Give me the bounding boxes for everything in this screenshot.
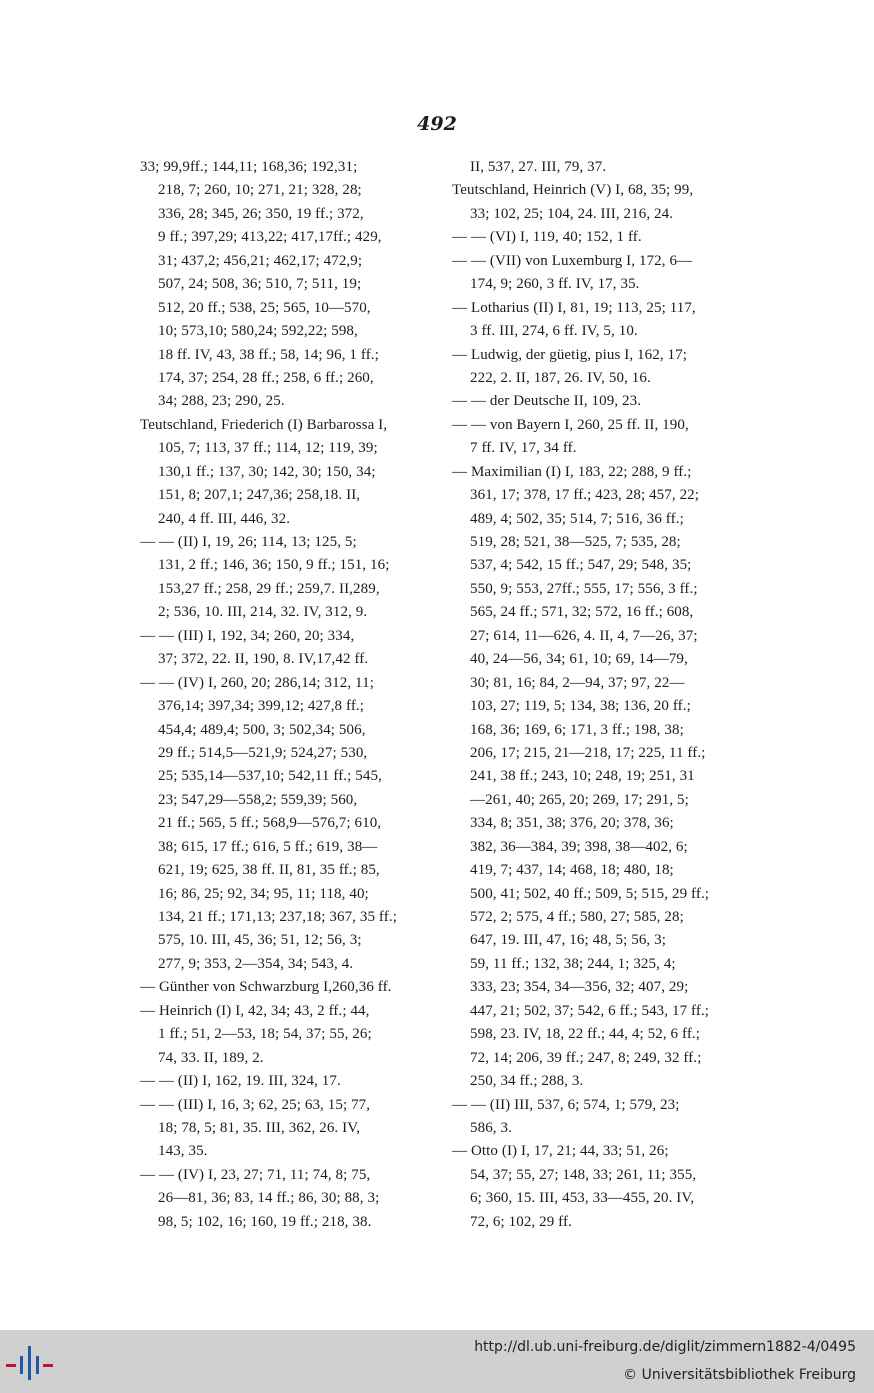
index-entry [140, 156, 430, 414]
index-entry-continuation-line: 16; 86, 25; 92, 34; 95, 11; 118, 40; [158, 885, 369, 902]
index-entry-continuation-line: 74, 33. II, 189, 2. [158, 1049, 264, 1066]
index-entry-continuation-line: 206, 17; 215, 21—218, 17; 225, 11 ff.; [470, 744, 706, 761]
index-entry [452, 1094, 742, 1141]
index-entry-continuation-line: 37; 372, 22. II, 190, 8. IV,17,42 ff. [158, 651, 369, 668]
index-entry-continuation-line: 240, 4 ff. III, 446, 32. [158, 510, 291, 527]
index-entry-continuation-line: 586, 3. [470, 1119, 512, 1136]
index-entry [452, 390, 742, 413]
index-entry-continuation-line: 26—81, 36; 83, 14 ff.; 86, 30; 88, 3; [158, 1190, 380, 1207]
index-entry-continuation-line: 31; 437,2; 456,21; 462,17; 472,9; [158, 252, 363, 269]
copyright-notice: © Universitätsbibliothek Freiburg [623, 1367, 856, 1383]
index-entry-heading-line: — — (II) I, 162, 19. III, 324, 17. [140, 1073, 341, 1090]
index-entry-continuation-line: 134, 21 ff.; 171,13; 237,18; 367, 35 ff.; [158, 909, 397, 925]
index-entry-continuation-line: 537, 4; 542, 15 ff.; 547, 29; 548, 35; [470, 557, 692, 574]
index-entry [452, 226, 742, 249]
index-entry-continuation-line: 168, 36; 169, 6; 171, 3 ff.; 198, 38; [470, 721, 684, 738]
index-entry-continuation-line: 336, 28; 345, 26; 350, 19 ff.; 372, [158, 205, 364, 222]
index-entry [452, 1140, 742, 1234]
index-entry [452, 250, 742, 297]
index-entry-continuation-line: 241, 38 ff.; 243, 10; 248, 19; 251, 31 [470, 768, 695, 785]
index-entry-heading-line: 33; 99,9ff.; 144,11; 168,36; 192,31; [140, 159, 358, 175]
index-entry-continuation-line: 59, 11 ff.; 132, 38; 244, 1; 325, 4; [470, 955, 676, 972]
index-entry-continuation-line: 33; 102, 25; 104, 24. III, 216, 24. [470, 205, 674, 222]
index-entry-heading-line: — — (II) I, 19, 26; 114, 13; 125, 5; [140, 534, 357, 550]
index-entry-heading-line: — Otto (I) I, 17, 21; 44, 33; 51, 26; [452, 1143, 669, 1160]
index-entry-continuation-line: 575, 10. III, 45, 36; 51, 12; 56, 3; [158, 932, 362, 949]
index-entry-continuation-line: 519, 28; 521, 38—525, 7; 535, 28; [470, 534, 681, 550]
index-entry [140, 976, 430, 999]
index-entry [140, 531, 430, 625]
index-entry-continuation-line: 40, 24—56, 34; 61, 10; 69, 14—79, [470, 651, 688, 668]
index-entry [452, 461, 742, 1094]
index-entry-continuation-line: 621, 19; 625, 38 ff. II, 81, 35 ff.; 85, [158, 862, 380, 879]
index-entry-continuation-line: 277, 9; 353, 2—354, 34; 543, 4. [158, 955, 354, 972]
index-entry [140, 1164, 430, 1234]
index-entry-continuation-line: 72, 14; 206, 39 ff.; 247, 8; 249, 32 ff.; [470, 1049, 702, 1066]
index-entry-continuation-line: —261, 40; 265, 20; 269, 17; 291, 5; [470, 791, 689, 808]
index-entry-continuation-line: 21 ff.; 565, 5 ff.; 568,9—576,7; 610, [158, 815, 382, 832]
index-entry-continuation-line: 454,4; 489,4; 500, 3; 502,34; 506, [158, 721, 366, 738]
index-entry-continuation-line: 419, 7; 437, 14; 468, 18; 480, 18; [470, 862, 674, 879]
index-entry [452, 179, 742, 226]
page-number: 492 [417, 113, 457, 135]
index-entry-continuation-line: 10; 573,10; 580,24; 592,22; 598, [158, 323, 358, 340]
index-entry-continuation-line: 598, 23. IV, 18, 22 ff.; 44, 4; 52, 6 ff.; [470, 1026, 701, 1043]
index-entry-continuation-line: 1 ff.; 51, 2—53, 18; 54, 37; 55, 26; [158, 1026, 372, 1043]
index-entry-continuation-line: 25; 535,14—537,10; 542,11 ff.; 545, [158, 768, 382, 785]
index-entry-heading-line: — Ludwig, der güetig, pius I, 162, 17; [452, 346, 688, 363]
index-entry-continuation-line: 153,27 ff.; 258, 29 ff.; 259,7. II,289, [158, 580, 380, 597]
index-entry [452, 297, 742, 344]
index-entry-continuation-line: 222, 2. II, 187, 26. IV, 50, 16. [470, 369, 651, 386]
index-entry-continuation-line: 2; 536, 10. III, 214, 32. IV, 312, 9. [158, 604, 368, 621]
index-entry-continuation-line: 18; 78, 5; 81, 35. III, 362, 26. IV, [158, 1119, 361, 1136]
index-entry-heading-line: — — (VII) von Luxemburg I, 172, 6— [452, 252, 693, 269]
index-entry-heading-line: — Heinrich (I) I, 42, 34; 43, 2 ff.; 44, [140, 1002, 370, 1019]
index-entry [452, 414, 742, 461]
index-entry-continuation-line: 250, 34 ff.; 288, 3. [470, 1073, 584, 1090]
index-entry [452, 344, 742, 391]
index-entry-continuation-line: 131, 2 ff.; 146, 36; 150, 9 ff.; 151, 16; [158, 557, 390, 574]
index-column-left [140, 156, 430, 1234]
footer-bar [0, 1330, 874, 1393]
index-entry-continuation-line: 572, 2; 575, 4 ff.; 580, 27; 585, 28; [470, 909, 684, 925]
index-entry-heading-line: — — (III) I, 16, 3; 62, 25; 63, 15; 77, [140, 1096, 371, 1113]
index-column-right [452, 156, 742, 1234]
index-entry-continuation-line: 143, 35. [158, 1143, 208, 1160]
source-url[interactable]: http://dl.ub.uni-freiburg.de/diglit/zimmern1882-4/0495 [474, 1339, 856, 1355]
index-entry-continuation-line: 382, 36—384, 39; 398, 38—402, 6; [470, 838, 688, 855]
index-entry-continuation-line: 500, 41; 502, 40 ff.; 509, 5; 515, 29 ff.; [470, 885, 710, 902]
index-entry-heading-line: — — (III) I, 192, 34; 260, 20; 334, [140, 627, 355, 644]
index-entry-continuation-line: 34; 288, 23; 290, 25. [158, 393, 285, 410]
index-entry-continuation-line: 54, 37; 55, 27; 148, 33; 261, 11; 355, [470, 1166, 697, 1183]
index-entry-continuation-line: 512, 20 ff.; 538, 25; 565, 10—570, [158, 299, 371, 316]
index-entry [140, 625, 430, 672]
index-entry-continuation-line: 27; 614, 11—626, 4. II, 4, 7—26, 37; [470, 627, 698, 644]
index-entry-heading-line: — — (IV) I, 23, 27; 71, 11; 74, 8; 75, [140, 1166, 371, 1183]
index-entry-continuation-line: 103, 27; 119, 5; 134, 38; 136, 20 ff.; [470, 698, 691, 715]
index-entry-continuation-line: 151, 8; 207,1; 247,36; 258,18. II, [158, 487, 361, 504]
index-entry [140, 672, 430, 977]
index-entry-continuation-line: 130,1 ff.; 137, 30; 142, 30; 150, 34; [158, 463, 376, 480]
index-entry-continuation-line: 72, 6; 102, 29 ff. [470, 1213, 572, 1230]
index-entry-continuation-line: 9 ff.; 397,29; 413,22; 417,17ff.; 429, [158, 229, 382, 246]
index-entry-heading-line: — — von Bayern I, 260, 25 ff. II, 190, [452, 416, 689, 433]
index-entry-heading-line: — — (II) III, 537, 6; 574, 1; 579, 23; [452, 1096, 680, 1113]
index-entry-continuation-line: 565, 24 ff.; 571, 32; 572, 16 ff.; 608, [470, 604, 694, 621]
index-entry-continuation-line: 507, 24; 508, 36; 510, 7; 511, 19; [158, 276, 362, 293]
index-entry [140, 1070, 430, 1093]
index-entry [140, 1000, 430, 1070]
index-entry-continuation-line: 218, 7; 260, 10; 271, 21; 328, 28; [158, 182, 362, 199]
index-entry-continuation-line: 30; 81, 16; 84, 2—94, 37; 97, 22— [470, 674, 685, 691]
index-entry-continuation-line: 447, 21; 502, 37; 542, 6 ff.; 543, 17 ff.; [470, 1002, 710, 1019]
index-entry-heading-line: II, 537, 27. III, 79, 37. [470, 159, 607, 175]
index-entry-continuation-line: 376,14; 397,34; 399,12; 427,8 ff.; [158, 698, 365, 715]
index-entry-continuation-line: 174, 9; 260, 3 ff. IV, 17, 35. [470, 276, 640, 293]
index-entry-continuation-line: 647, 19. III, 47, 16; 48, 5; 56, 3; [470, 932, 666, 949]
index-entry-continuation-line: 334, 8; 351, 38; 376, 20; 378, 36; [470, 815, 674, 832]
index-entry-continuation-line: 3 ff. III, 274, 6 ff. IV, 5, 10. [470, 323, 638, 340]
index-entry-continuation-line: 6; 360, 15. III, 453, 33—455, 20. IV, [470, 1190, 695, 1207]
index-entry-heading-line: Teutschland, Heinrich (V) I, 68, 35; 99, [452, 182, 694, 199]
index-entry-heading-line: — — der Deutsche II, 109, 23. [452, 393, 642, 410]
index-entry [140, 1094, 430, 1164]
index-entry-continuation-line: 174, 37; 254, 28 ff.; 258, 6 ff.; 260, [158, 369, 374, 386]
index-entry-continuation-line: 333, 23; 354, 34—356, 32; 407, 29; [470, 979, 689, 996]
library-logo-icon [4, 1342, 56, 1382]
index-entry-heading-line: — Lotharius (II) I, 81, 19; 113, 25; 117, [452, 299, 696, 316]
index-entry-heading-line: — — (IV) I, 260, 20; 286,14; 312, 11; [140, 674, 374, 691]
index-entry [140, 414, 430, 531]
index-entry [452, 156, 742, 179]
index-entry-continuation-line: 489, 4; 502, 35; 514, 7; 516, 36 ff.; [470, 510, 684, 527]
index-entry-continuation-line: 29 ff.; 514,5—521,9; 524,27; 530, [158, 744, 368, 761]
index-entry-continuation-line: 550, 9; 553, 27ff.; 555, 17; 556, 3 ff.; [470, 580, 698, 597]
index-entry-continuation-line: 18 ff. IV, 43, 38 ff.; 58, 14; 96, 1 ff.; [158, 346, 379, 363]
index-entry-continuation-line: 7 ff. IV, 17, 34 ff. [470, 440, 577, 457]
index-entry-heading-line: — Günther von Schwarzburg I,260,36 ff. [140, 979, 392, 996]
index-entry-continuation-line: 105, 7; 113, 37 ff.; 114, 12; 119, 39; [158, 440, 378, 457]
index-entry-heading-line: — Maximilian (I) I, 183, 22; 288, 9 ff.; [452, 463, 692, 480]
index-entry-continuation-line: 98, 5; 102, 16; 160, 19 ff.; 218, 38. [158, 1213, 372, 1230]
index-entry-continuation-line: 23; 547,29—558,2; 559,39; 560, [158, 791, 358, 808]
index-entry-continuation-line: 38; 615, 17 ff.; 616, 5 ff.; 619, 38— [158, 838, 378, 855]
index-entry-continuation-line: 361, 17; 378, 17 ff.; 423, 28; 457, 22; [470, 487, 700, 504]
index-entry-heading-line: Teutschland, Friederich (I) Barbarossa I, [140, 416, 388, 433]
index-entry-heading-line: — — (VI) I, 119, 40; 152, 1 ff. [452, 229, 642, 246]
